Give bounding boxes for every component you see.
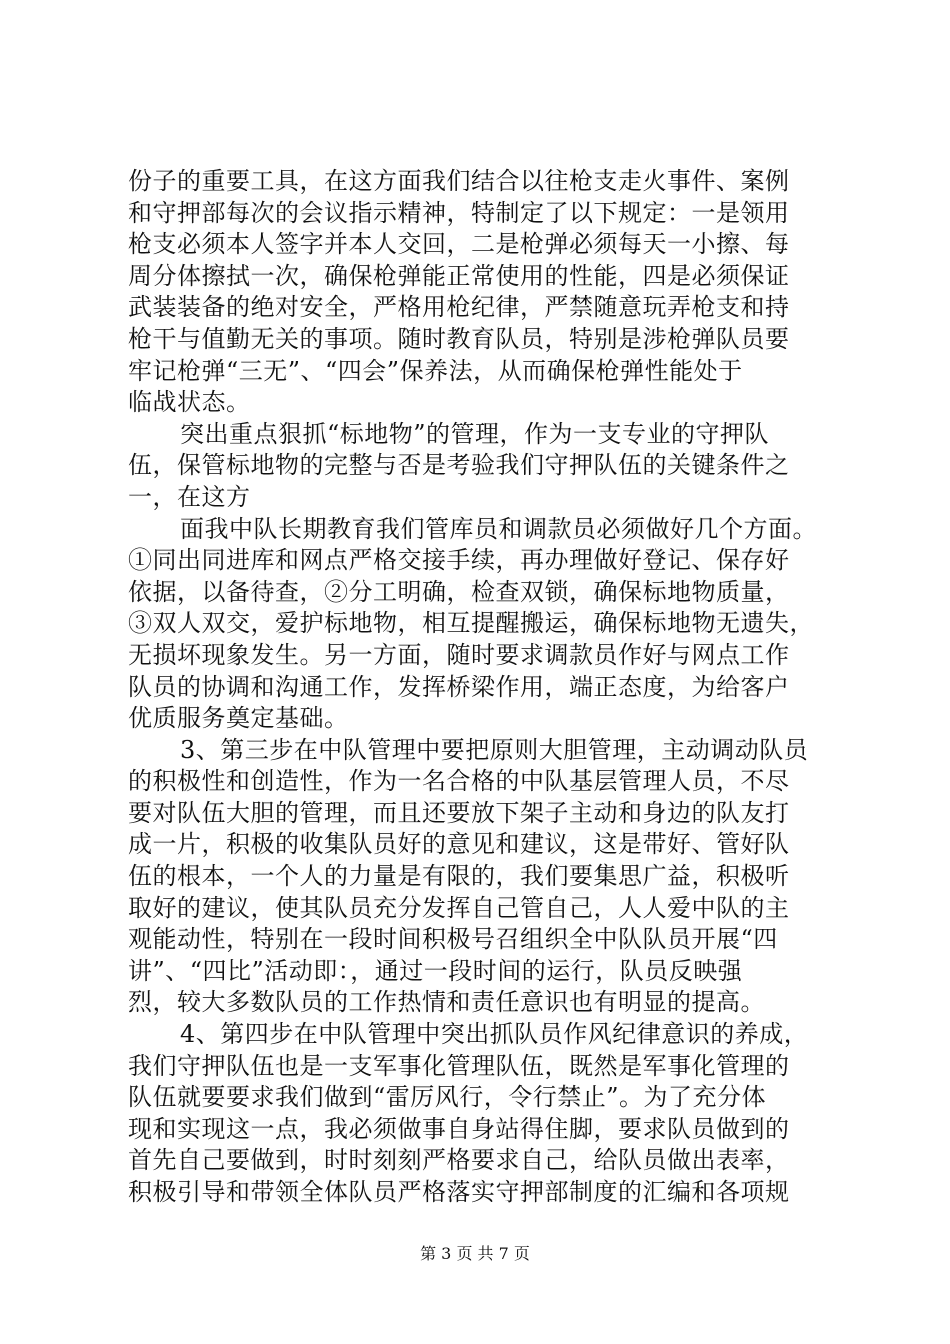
text-line: 队员的协调和沟通工作，发挥桥梁作用，端正态度，为给客户 [128, 672, 790, 701]
text-line: 牢记枪弹“三无”、“四会”保养法，从而确保枪弹性能处于 [128, 356, 743, 385]
text-line: 周分体擦拭一次，确保枪弹能正常使用的性能，四是必须保证 [128, 261, 790, 290]
text-line: 首先自己要做到，时时刻刻严格要求自己，给队员做出表率， [128, 1146, 790, 1175]
text-line: 突出重点狠抓“标地物”的管理，作为一支专业的守押队 [180, 419, 770, 448]
text-line: 面我中队长期教育我们管库员和调款员必须做好几个方面。 [180, 514, 817, 543]
text-line: 观能动性，特别在一段时间积极号召组织全中队队员开展“四 [128, 925, 778, 954]
text-line: 枪干与值勤无关的事项。随时教育队员，特别是涉枪弹队员要 [128, 324, 790, 353]
text-line: ③双人双交，爱护标地物，相互提醒搬运，确保标地物无遗失， [128, 609, 814, 638]
text-line: 烈，较大多数队员的工作热情和责任意识也有明显的提高。 [128, 988, 765, 1017]
document-body [128, 166, 828, 1209]
text-line: 依据，以备待查，②分工明确，检查双锁，确保标地物质量， [128, 577, 790, 606]
page-footer: 第 3 页 共 7 页 [420, 1244, 530, 1263]
text-line: 我们守押队伍也是一支军事化管理队伍，既然是军事化管理的 [128, 1051, 790, 1080]
text-line: 伍的根本，一个人的力量是有限的，我们要集思广益，积极听 [128, 862, 790, 891]
text-line: 4、第四步在中队管理中突出抓队员作风纪律意识的养成， [180, 1020, 809, 1049]
text-line: 优质服务奠定基础。 [128, 704, 349, 733]
text-line: 临战状态。 [128, 388, 251, 417]
text-line: 要对队伍大胆的管理，而且还要放下架子主动和身边的队友打 [128, 798, 790, 827]
text-line: 成一片，积极的收集队员好的意见和建议，这是带好、管好队 [128, 830, 790, 859]
text-line: 讲”、“四比”活动即：，通过一段时间的运行，队员反映强 [128, 956, 743, 985]
text-line: 伍，保管标地物的完整与否是考验我们守押队伍的关键条件之 [128, 451, 790, 480]
text-line: 枪支必须本人签字并本人交回，二是枪弹必须每天一小擦、每 [128, 230, 790, 259]
text-line: ①同出同进库和网点严格交接手续，再办理做好登记、保存好 [128, 546, 790, 575]
text-line: 和守押部每次的会议指示精神，特制定了以下规定：一是领用 [128, 198, 790, 227]
text-line: 现和实现这一点，我必须做事自身站得住脚，要求队员做到的 [128, 1114, 790, 1143]
text-line: 份子的重要工具，在这方面我们结合以往枪支走火事件、案例 [128, 167, 790, 195]
text-line: 的积极性和创造性，作为一名合格的中队基层管理人员，不尽 [128, 767, 790, 796]
text-line: 一，在这方 [128, 482, 251, 511]
text-line: 取好的建议，使其队员充分发挥自己管自己，人人爱中队的主 [128, 893, 790, 922]
text-line: 武装装备的绝对安全，严格用枪纪律，严禁随意玩弄枪支和持 [128, 293, 790, 322]
text-line: 无损坏现象发生。另一方面，随时要求调款员作好与网点工作 [128, 640, 790, 669]
text-line: 3、第三步在中队管理中要把原则大胆管理，主动调动队员 [180, 735, 809, 764]
text-line: 队伍就要要求我们做到“雷厉风行，令行禁止”。为了充分体 [128, 1083, 767, 1112]
text-line: 积极引导和带领全体队员严格落实守押部制度的汇编和各项规 [128, 1178, 790, 1206]
